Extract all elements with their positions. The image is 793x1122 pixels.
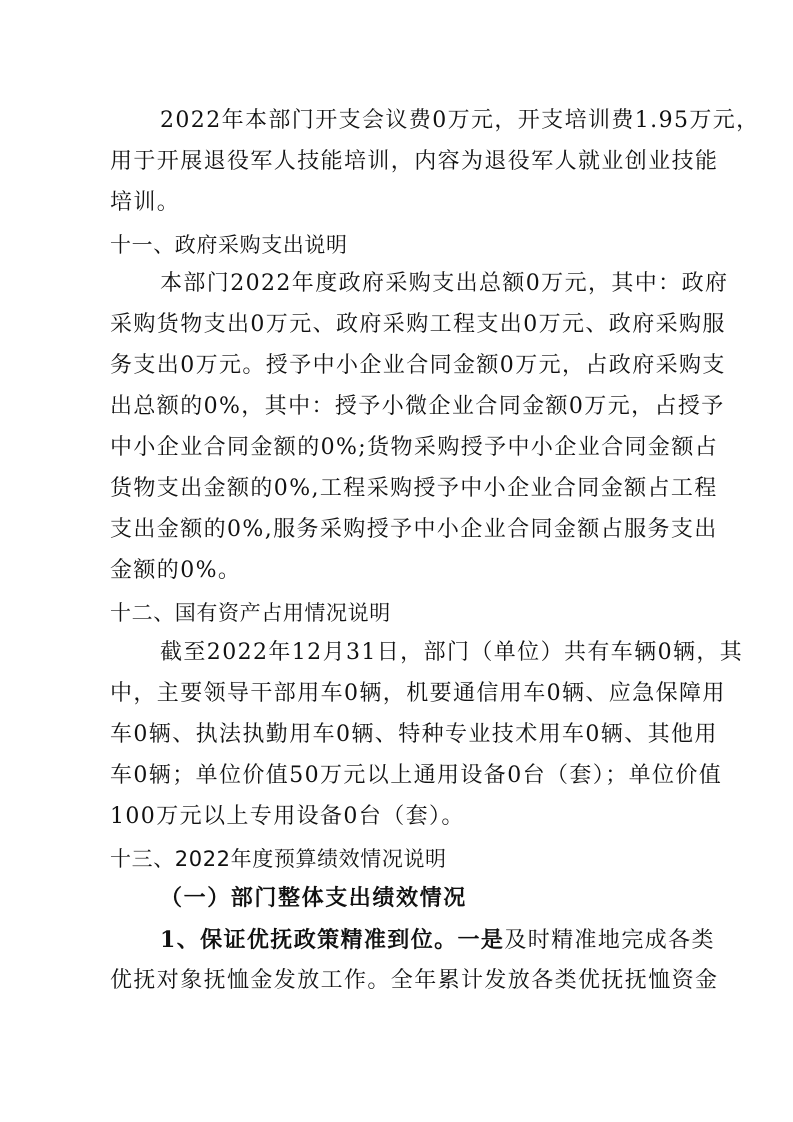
section-heading: 十三、2022年度预算绩效情况说明 [110, 847, 447, 871]
paragraph-line: 100万元以上专用设备0台（套）。 [110, 804, 465, 829]
paragraph-line [160, 925, 715, 956]
item-lead-text: 1、保证优抚政策精准到位。一是 [160, 927, 505, 953]
paragraph-line: 2022年本部门开支会议费0万元，开支培训费1.95万元， [160, 108, 760, 133]
section-heading: 十一、政府采购支出说明 [110, 233, 348, 257]
paragraph-line: 用于开展退役军人技能培训，内容为退役军人就业创业技能 [110, 149, 719, 174]
section-heading: 十二、国有资产占用情况说明 [110, 601, 391, 625]
paragraph-line: 截至2022年12月31日，部门（单位）共有车辆0辆，其 [160, 640, 744, 665]
subsection-heading: （一）部门整体支出绩效情况 [160, 885, 467, 911]
paragraph-line: 支出金额的0%,服务采购授予中小企业合同金额占服务支出 [110, 517, 718, 542]
paragraph-line: 车0辆、执法执勤用车0辆、特种专业技术用车0辆、其他用 [110, 722, 718, 747]
paragraph-line: 出总额的0%，其中：授予小微企业合同金额0万元，占授予 [110, 394, 725, 419]
paragraph-line: 金额的0%。 [110, 558, 242, 583]
paragraph-line: 货物支出金额的0%,工程采购授予中小企业合同金额占工程 [110, 476, 718, 501]
paragraph-line: 务支出0万元。授予中小企业合同金额0万元，占政府采购支 [110, 353, 726, 378]
paragraph-line: 培训。 [110, 190, 181, 215]
paragraph-line: 中小企业合同金额的0%;货物采购授予中小企业合同金额占 [110, 435, 719, 460]
paragraph-line: 中，主要领导干部用车0辆，机要通信用车0辆、应急保障用 [110, 681, 726, 706]
paragraph-line: 车0辆；单位价值50万元以上通用设备0台（套）；单位价值 [110, 763, 723, 788]
paragraph-line: 本部门2022年度政府采购支出总额0万元，其中：政府 [160, 271, 729, 296]
paragraph-line: 优抚对象抚恤金发放工作。全年累计发放各类优抚抚恤资金 [110, 968, 719, 993]
item-body-text: 及时精准地完成各类 [504, 928, 715, 953]
paragraph-line: 采购货物支出0万元、政府采购工程支出0万元、政府采购服 [110, 312, 726, 337]
